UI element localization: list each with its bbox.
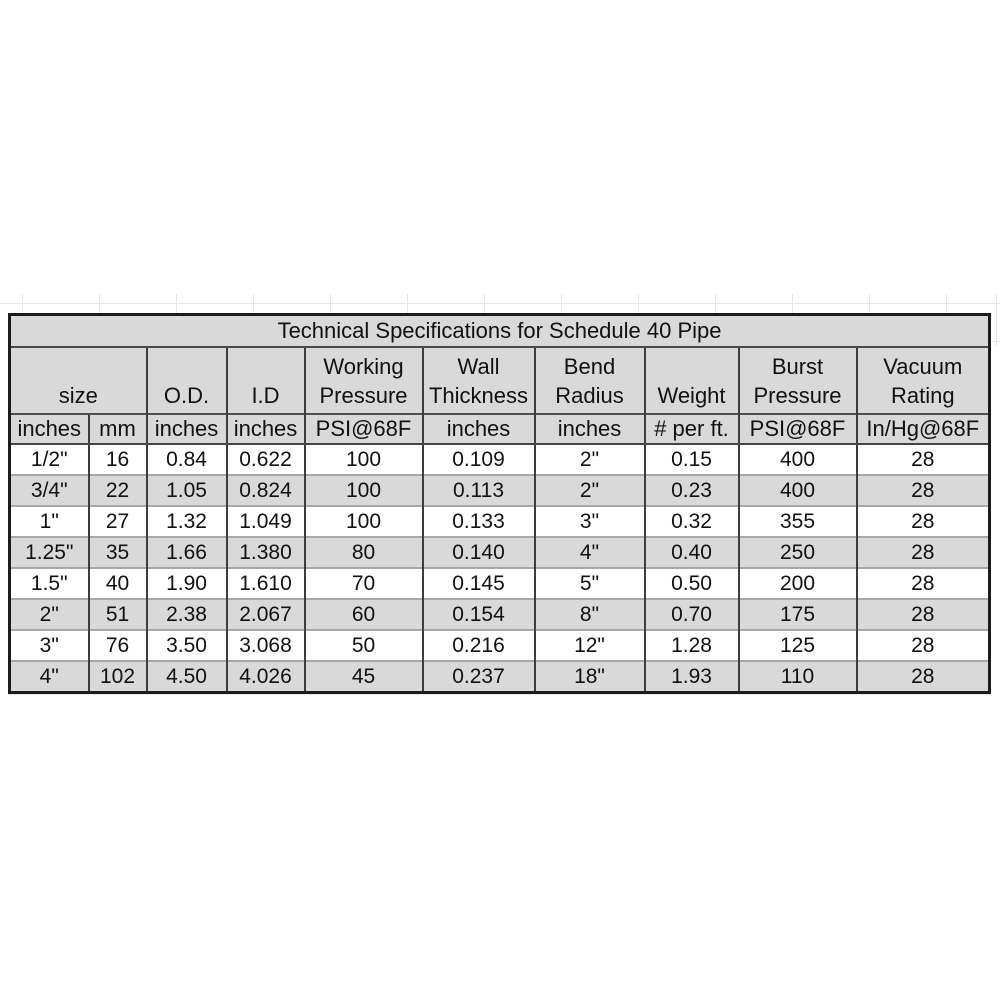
cell: 4" (10, 661, 89, 693)
cell: 3/4" (10, 475, 89, 506)
gridline-remnant (869, 294, 870, 313)
cell: 28 (857, 537, 990, 568)
cell: 12" (535, 630, 645, 661)
gridline-remnant (330, 294, 331, 313)
cell: 1.28 (645, 630, 739, 661)
cell: 0.32 (645, 506, 739, 537)
column-group-burst-pressure: Burst Pressure (739, 347, 857, 414)
cell: 125 (739, 630, 857, 661)
cell: 0.50 (645, 568, 739, 599)
cell: 8" (535, 599, 645, 630)
cell: 1.32 (147, 506, 227, 537)
table-title: Technical Specifications for Schedule 40 Pipe (10, 315, 990, 348)
unit-burst-pressure: PSI@68F (739, 414, 857, 444)
table-body (10, 444, 990, 693)
cell: 35 (89, 537, 147, 568)
table-row (10, 537, 990, 568)
cell: 16 (89, 444, 147, 475)
spec-table (8, 313, 991, 694)
column-group-bend-radius: Bend Radius (535, 347, 645, 414)
cell: 1.05 (147, 475, 227, 506)
cell: 0.140 (423, 537, 535, 568)
gridline-remnant (638, 294, 639, 313)
gridline-remnant (253, 294, 254, 313)
gridline-remnant (22, 294, 23, 313)
gridline-remnant (996, 294, 997, 346)
cell: 0.145 (423, 568, 535, 599)
table-row (10, 568, 990, 599)
table-row (10, 599, 990, 630)
gridline-remnant (484, 294, 485, 313)
cell: 0.23 (645, 475, 739, 506)
cell: 0.40 (645, 537, 739, 568)
cell: 4" (535, 537, 645, 568)
column-unit-header-row (10, 414, 990, 444)
unit-weight: # per ft. (645, 414, 739, 444)
column-group-size: size (10, 347, 147, 414)
cell: 355 (739, 506, 857, 537)
cell: 1.66 (147, 537, 227, 568)
table-row (10, 630, 990, 661)
cell: 80 (305, 537, 423, 568)
cell: 200 (739, 568, 857, 599)
unit-od-inches: inches (147, 414, 227, 444)
cell: 0.133 (423, 506, 535, 537)
table-row (10, 444, 990, 475)
cell: 3.50 (147, 630, 227, 661)
cell: 0.70 (645, 599, 739, 630)
cell: 102 (89, 661, 147, 693)
cell: 27 (89, 506, 147, 537)
cell: 100 (305, 444, 423, 475)
cell: 28 (857, 568, 990, 599)
cell: 1.380 (227, 537, 305, 568)
gridline-remnant (176, 294, 177, 313)
cell: 2" (535, 475, 645, 506)
cell: 2" (10, 599, 89, 630)
gridline-remnant (561, 294, 562, 313)
column-group-header-row (10, 347, 990, 414)
cell: 250 (739, 537, 857, 568)
cell: 70 (305, 568, 423, 599)
cell: 40 (89, 568, 147, 599)
cell: 28 (857, 444, 990, 475)
cell: 100 (305, 506, 423, 537)
cell: 110 (739, 661, 857, 693)
cell: 0.113 (423, 475, 535, 506)
cell: 51 (89, 599, 147, 630)
cell: 0.15 (645, 444, 739, 475)
cell: 0.154 (423, 599, 535, 630)
cell: 0.237 (423, 661, 535, 693)
cell: 3" (10, 630, 89, 661)
cell: 400 (739, 444, 857, 475)
cell: 175 (739, 599, 857, 630)
cell: 0.109 (423, 444, 535, 475)
table-row (10, 506, 990, 537)
cell: 28 (857, 599, 990, 630)
title-row (10, 315, 990, 348)
column-group-wall-thickness: Wall Thickness (423, 347, 535, 414)
cell: 0.216 (423, 630, 535, 661)
cell: 1/2" (10, 444, 89, 475)
cell: 0.824 (227, 475, 305, 506)
cell: 1.610 (227, 568, 305, 599)
gridline-remnant (407, 294, 408, 313)
gridline-remnant (0, 303, 1000, 304)
gridline-remnant (8, 694, 991, 695)
cell: 4.50 (147, 661, 227, 693)
cell: 0.622 (227, 444, 305, 475)
table-row (10, 661, 990, 693)
cell: 5" (535, 568, 645, 599)
cell: 50 (305, 630, 423, 661)
gridline-remnant (99, 294, 100, 313)
cell: 100 (305, 475, 423, 506)
cell: 28 (857, 630, 990, 661)
column-group-od: O.D. (147, 347, 227, 414)
cell: 0.84 (147, 444, 227, 475)
cell: 1.5" (10, 568, 89, 599)
cell: 18" (535, 661, 645, 693)
column-group-weight: Weight (645, 347, 739, 414)
cell: 1.25" (10, 537, 89, 568)
gridline-remnant (715, 294, 716, 313)
cell: 1" (10, 506, 89, 537)
cell: 3" (535, 506, 645, 537)
cell: 28 (857, 475, 990, 506)
gridline-remnant (792, 294, 793, 313)
cell: 3.068 (227, 630, 305, 661)
column-group-working-pressure: Working Pressure (305, 347, 423, 414)
unit-working-pressure: PSI@68F (305, 414, 423, 444)
cell: 2" (535, 444, 645, 475)
unit-vacuum-rating: In/Hg@68F (857, 414, 990, 444)
unit-size-inches: inches (10, 414, 89, 444)
unit-id-inches: inches (227, 414, 305, 444)
column-group-vacuum-rating: Vacuum Rating (857, 347, 990, 414)
cell: 22 (89, 475, 147, 506)
unit-size-mm: mm (89, 414, 147, 444)
cell: 1.90 (147, 568, 227, 599)
cell: 76 (89, 630, 147, 661)
cell: 60 (305, 599, 423, 630)
cell: 2.38 (147, 599, 227, 630)
cell: 28 (857, 661, 990, 693)
gridline-remnant (946, 294, 947, 313)
cell: 28 (857, 506, 990, 537)
unit-wall-thickness: inches (423, 414, 535, 444)
cell: 2.067 (227, 599, 305, 630)
table-row (10, 475, 990, 506)
cell: 1.049 (227, 506, 305, 537)
cell: 400 (739, 475, 857, 506)
unit-bend-radius: inches (535, 414, 645, 444)
column-group-id: I.D (227, 347, 305, 414)
cell: 1.93 (645, 661, 739, 693)
cell: 4.026 (227, 661, 305, 693)
cell: 45 (305, 661, 423, 693)
